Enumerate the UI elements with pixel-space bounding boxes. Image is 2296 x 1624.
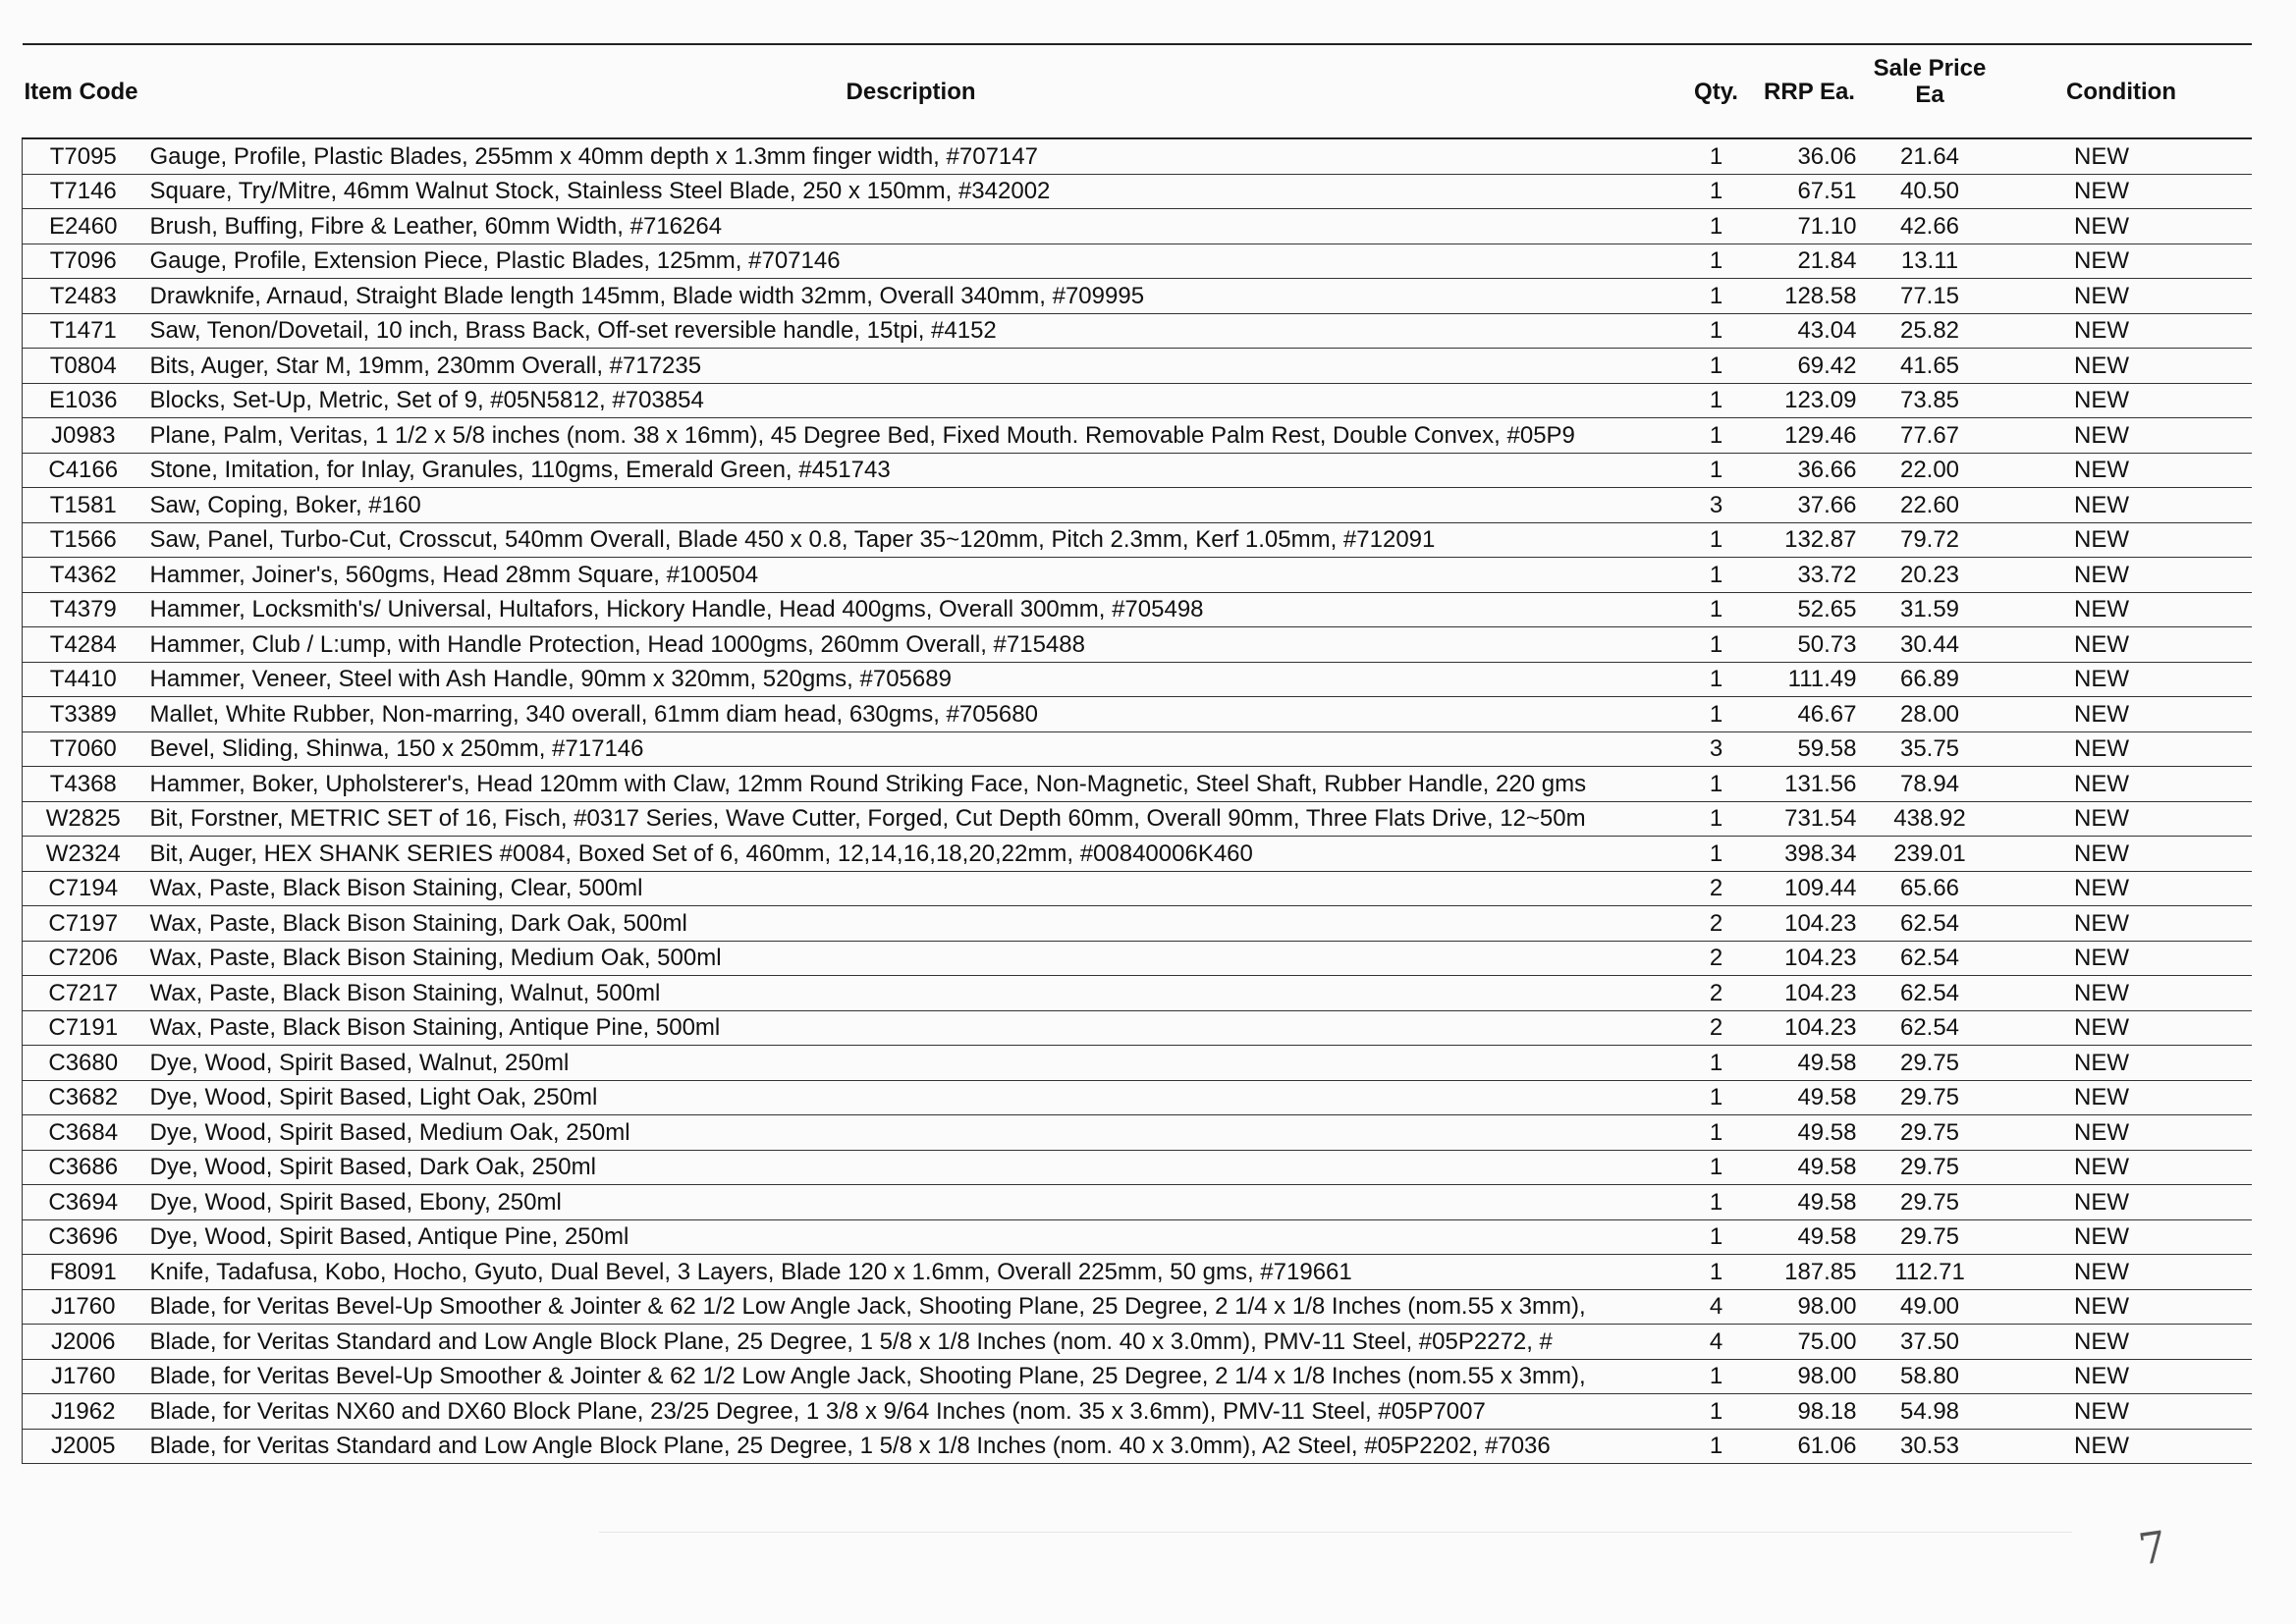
rrp-cell: 71.10 <box>1751 209 1869 244</box>
item-code-cell: W2324 <box>23 837 140 872</box>
rrp-cell: 104.23 <box>1751 976 1869 1011</box>
item-code-cell: T4368 <box>23 767 140 802</box>
description-cell: Blade, for Veritas Standard and Low Angle Block Plane, 25 Degree, 1 5/8 x 1/8 Inches (nom. 40 x 3.0mm), PMV-11 Steel, #05P2272, # <box>140 1325 1682 1360</box>
description-cell: Hammer, Joiner's, 560gms, Head 28mm Square, #100504 <box>140 558 1682 593</box>
qty-cell: 3 <box>1682 731 1751 767</box>
item-code-cell: C3682 <box>23 1080 140 1115</box>
rrp-cell: 132.87 <box>1751 522 1869 558</box>
sale-price-cell: 29.75 <box>1869 1115 1992 1151</box>
description-cell: Bit, Auger, HEX SHANK SERIES #0084, Boxed Set of 6, 460mm, 12,14,16,18,20,22mm, #00840006K460 <box>140 837 1682 872</box>
item-code-cell: T7095 <box>23 138 140 174</box>
qty-cell: 1 <box>1682 1394 1751 1430</box>
condition-cell: NEW <box>1992 837 2252 872</box>
sale-price-cell: 37.50 <box>1869 1325 1992 1360</box>
item-code-cell: J1962 <box>23 1394 140 1430</box>
rrp-cell: 111.49 <box>1751 662 1869 697</box>
condition-cell: NEW <box>1992 488 2252 523</box>
condition-cell: NEW <box>1992 244 2252 279</box>
item-code-cell: T7096 <box>23 244 140 279</box>
table-row <box>23 138 2252 174</box>
condition-cell: NEW <box>1992 418 2252 454</box>
qty-cell: 1 <box>1682 1080 1751 1115</box>
rrp-cell: 37.66 <box>1751 488 1869 523</box>
table-row <box>23 174 2252 209</box>
table-row <box>23 1010 2252 1046</box>
rrp-cell: 104.23 <box>1751 906 1869 942</box>
table-row <box>23 592 2252 627</box>
description-cell: Knife, Tadafusa, Kobo, Hocho, Gyuto, Dual Bevel, 3 Layers, Blade 120 x 1.6mm, Overall 225mm, 50 gms, #719661 <box>140 1255 1682 1290</box>
condition-cell: NEW <box>1992 279 2252 314</box>
table-row <box>23 976 2252 1011</box>
condition-cell: NEW <box>1992 662 2252 697</box>
table-row <box>23 627 2252 663</box>
rrp-cell: 49.58 <box>1751 1219 1869 1255</box>
item-code-cell: J2006 <box>23 1325 140 1360</box>
sale-price-cell: 29.75 <box>1869 1046 1992 1081</box>
table-row <box>23 1394 2252 1430</box>
sale-price-cell: 28.00 <box>1869 697 1992 732</box>
header-qty: Qty. <box>1682 44 1751 138</box>
qty-cell: 1 <box>1682 662 1751 697</box>
qty-cell: 4 <box>1682 1289 1751 1325</box>
condition-cell: NEW <box>1992 1115 2252 1151</box>
qty-cell: 1 <box>1682 837 1751 872</box>
table-row <box>23 1325 2252 1360</box>
rrp-cell: 75.00 <box>1751 1325 1869 1360</box>
description-cell: Wax, Paste, Black Bison Staining, Walnut, 500ml <box>140 976 1682 1011</box>
qty-cell: 1 <box>1682 1429 1751 1464</box>
table-row <box>23 418 2252 454</box>
table-header-row <box>23 44 2252 138</box>
table-row <box>23 209 2252 244</box>
sale-price-cell: 22.00 <box>1869 453 1992 488</box>
rrp-cell: 33.72 <box>1751 558 1869 593</box>
item-code-cell: E2460 <box>23 209 140 244</box>
sale-price-cell: 40.50 <box>1869 174 1992 209</box>
item-code-cell: E1036 <box>23 383 140 418</box>
sale-price-cell: 42.66 <box>1869 209 1992 244</box>
condition-cell: NEW <box>1992 1255 2252 1290</box>
item-code-cell: C3684 <box>23 1115 140 1151</box>
item-code-cell: C7197 <box>23 906 140 942</box>
items-table <box>22 43 2252 1464</box>
description-cell: Bit, Forstner, METRIC SET of 16, Fisch, #0317 Series, Wave Cutter, Forged, Cut Depth 60mm, Overall 90mm, Three Flats Drive, 12~50m <box>140 801 1682 837</box>
header-rrp: RRP Ea. <box>1751 44 1869 138</box>
table-row <box>23 1150 2252 1185</box>
item-code-cell: J1760 <box>23 1359 140 1394</box>
table-row <box>23 453 2252 488</box>
sale-price-cell: 54.98 <box>1869 1394 1992 1430</box>
condition-cell: NEW <box>1992 1185 2252 1220</box>
condition-cell: NEW <box>1992 1325 2252 1360</box>
condition-cell: NEW <box>1992 801 2252 837</box>
condition-cell: NEW <box>1992 383 2252 418</box>
condition-cell: NEW <box>1992 627 2252 663</box>
table-row <box>23 1185 2252 1220</box>
description-cell: Wax, Paste, Black Bison Staining, Clear, 500ml <box>140 871 1682 906</box>
table-row <box>23 1115 2252 1151</box>
condition-cell: NEW <box>1992 453 2252 488</box>
description-cell: Dye, Wood, Spirit Based, Medium Oak, 250ml <box>140 1115 1682 1151</box>
item-code-cell: T4284 <box>23 627 140 663</box>
item-code-cell: T1581 <box>23 488 140 523</box>
condition-cell: NEW <box>1992 138 2252 174</box>
rrp-cell: 49.58 <box>1751 1080 1869 1115</box>
table-row <box>23 871 2252 906</box>
description-cell: Bevel, Sliding, Shinwa, 150 x 250mm, #717146 <box>140 731 1682 767</box>
qty-cell: 1 <box>1682 418 1751 454</box>
table-row <box>23 349 2252 384</box>
description-cell: Plane, Palm, Veritas, 1 1/2 x 5/8 inches (nom. 38 x 16mm), 45 Degree Bed, Fixed Mouth. Removable Palm Rest, Double Convex, #05P9 <box>140 418 1682 454</box>
item-code-cell: C3686 <box>23 1150 140 1185</box>
sale-price-cell: 13.11 <box>1869 244 1992 279</box>
item-code-cell: C4166 <box>23 453 140 488</box>
sale-price-cell: 239.01 <box>1869 837 1992 872</box>
description-cell: Wax, Paste, Black Bison Staining, Medium Oak, 500ml <box>140 941 1682 976</box>
qty-cell: 1 <box>1682 349 1751 384</box>
qty-cell: 1 <box>1682 558 1751 593</box>
table-row <box>23 662 2252 697</box>
rrp-cell: 98.00 <box>1751 1289 1869 1325</box>
description-cell: Hammer, Veneer, Steel with Ash Handle, 90mm x 320mm, 520gms, #705689 <box>140 662 1682 697</box>
table-row <box>23 837 2252 872</box>
rrp-cell: 36.06 <box>1751 138 1869 174</box>
item-code-cell: T2483 <box>23 279 140 314</box>
sale-price-cell: 77.15 <box>1869 279 1992 314</box>
item-code-cell: C3694 <box>23 1185 140 1220</box>
description-cell: Stone, Imitation, for Inlay, Granules, 110gms, Emerald Green, #451743 <box>140 453 1682 488</box>
item-code-cell: T3389 <box>23 697 140 732</box>
sale-price-cell: 29.75 <box>1869 1185 1992 1220</box>
qty-cell: 2 <box>1682 941 1751 976</box>
sale-price-cell: 49.00 <box>1869 1289 1992 1325</box>
description-cell: Blade, for Veritas Standard and Low Angle Block Plane, 25 Degree, 1 5/8 x 1/8 Inches (nom. 40 x 3.0mm), A2 Steel, #05P2202, #7036 <box>140 1429 1682 1464</box>
rrp-cell: 131.56 <box>1751 767 1869 802</box>
sale-price-cell: 25.82 <box>1869 313 1992 349</box>
description-cell: Saw, Coping, Boker, #160 <box>140 488 1682 523</box>
sale-price-cell: 41.65 <box>1869 349 1992 384</box>
rrp-cell: 49.58 <box>1751 1150 1869 1185</box>
item-code-cell: T4362 <box>23 558 140 593</box>
condition-cell: NEW <box>1992 731 2252 767</box>
sale-price-cell: 20.23 <box>1869 558 1992 593</box>
rrp-cell: 109.44 <box>1751 871 1869 906</box>
rrp-cell: 46.67 <box>1751 697 1869 732</box>
handwritten-page-number: 7 <box>2135 1522 2170 1576</box>
item-code-cell: T4379 <box>23 592 140 627</box>
rrp-cell: 52.65 <box>1751 592 1869 627</box>
qty-cell: 1 <box>1682 1255 1751 1290</box>
rrp-cell: 731.54 <box>1751 801 1869 837</box>
description-cell: Bits, Auger, Star M, 19mm, 230mm Overall, #717235 <box>140 349 1682 384</box>
item-code-cell: J2005 <box>23 1429 140 1464</box>
qty-cell: 1 <box>1682 1150 1751 1185</box>
item-code-cell: F8091 <box>23 1255 140 1290</box>
description-cell: Blade, for Veritas Bevel-Up Smoother & Jointer & 62 1/2 Low Angle Jack, Shooting Plane, 25 Degree, 2 1/4 x 1/8 Inches (nom.55 x 3mm), <box>140 1359 1682 1394</box>
description-cell: Gauge, Profile, Extension Piece, Plastic Blades, 125mm, #707146 <box>140 244 1682 279</box>
table-row <box>23 1289 2252 1325</box>
rrp-cell: 187.85 <box>1751 1255 1869 1290</box>
rrp-cell: 128.58 <box>1751 279 1869 314</box>
rrp-cell: 104.23 <box>1751 941 1869 976</box>
description-cell: Wax, Paste, Black Bison Staining, Dark Oak, 500ml <box>140 906 1682 942</box>
description-cell: Hammer, Locksmith's/ Universal, Hultafors, Hickory Handle, Head 400gms, Overall 300mm, #705498 <box>140 592 1682 627</box>
qty-cell: 1 <box>1682 767 1751 802</box>
qty-cell: 2 <box>1682 1010 1751 1046</box>
sale-price-cell: 62.54 <box>1869 976 1992 1011</box>
condition-cell: NEW <box>1992 1080 2252 1115</box>
sale-price-cell: 30.53 <box>1869 1429 1992 1464</box>
table-row <box>23 488 2252 523</box>
table-row <box>23 906 2252 942</box>
description-cell: Brush, Buffing, Fibre & Leather, 60mm Width, #716264 <box>140 209 1682 244</box>
qty-cell: 1 <box>1682 138 1751 174</box>
header-sale-price: Sale Price Ea <box>1869 44 1992 138</box>
sale-price-cell: 35.75 <box>1869 731 1992 767</box>
table-row <box>23 1359 2252 1394</box>
qty-cell: 1 <box>1682 453 1751 488</box>
item-code-cell: C7194 <box>23 871 140 906</box>
qty-cell: 1 <box>1682 313 1751 349</box>
sale-price-cell: 77.67 <box>1869 418 1992 454</box>
description-cell: Dye, Wood, Spirit Based, Ebony, 250ml <box>140 1185 1682 1220</box>
rrp-cell: 21.84 <box>1751 244 1869 279</box>
description-cell: Dye, Wood, Spirit Based, Dark Oak, 250ml <box>140 1150 1682 1185</box>
sale-price-cell: 31.59 <box>1869 592 1992 627</box>
table-row <box>23 697 2252 732</box>
condition-cell: NEW <box>1992 697 2252 732</box>
qty-cell: 2 <box>1682 906 1751 942</box>
rrp-cell: 43.04 <box>1751 313 1869 349</box>
rrp-cell: 98.00 <box>1751 1359 1869 1394</box>
qty-cell: 2 <box>1682 976 1751 1011</box>
condition-cell: NEW <box>1992 1219 2252 1255</box>
rrp-cell: 50.73 <box>1751 627 1869 663</box>
item-code-cell: C3696 <box>23 1219 140 1255</box>
sale-price-cell: 112.71 <box>1869 1255 1992 1290</box>
table-row <box>23 522 2252 558</box>
description-cell: Blade, for Veritas NX60 and DX60 Block Plane, 23/25 Degree, 1 3/8 x 9/64 Inches (nom. 35 x 3.6mm), PMV-11 Steel, #05P7007 <box>140 1394 1682 1430</box>
qty-cell: 1 <box>1682 801 1751 837</box>
rrp-cell: 59.58 <box>1751 731 1869 767</box>
table-row <box>23 383 2252 418</box>
condition-cell: NEW <box>1992 1010 2252 1046</box>
description-cell: Dye, Wood, Spirit Based, Antique Pine, 250ml <box>140 1219 1682 1255</box>
description-cell: Saw, Panel, Turbo-Cut, Crosscut, 540mm Overall, Blade 450 x 0.8, Taper 35~120mm, Pitch 2.3mm, Kerf 1.05mm, #712091 <box>140 522 1682 558</box>
rrp-cell: 61.06 <box>1751 1429 1869 1464</box>
qty-cell: 4 <box>1682 1325 1751 1360</box>
qty-cell: 1 <box>1682 1219 1751 1255</box>
item-code-cell: T0804 <box>23 349 140 384</box>
condition-cell: NEW <box>1992 1046 2252 1081</box>
table-row <box>23 767 2252 802</box>
table-row <box>23 731 2252 767</box>
description-cell: Mallet, White Rubber, Non-marring, 340 overall, 61mm diam head, 630gms, #705680 <box>140 697 1682 732</box>
rrp-cell: 98.18 <box>1751 1394 1869 1430</box>
sale-price-cell: 21.64 <box>1869 138 1992 174</box>
qty-cell: 1 <box>1682 1115 1751 1151</box>
header-condition: Condition <box>1992 44 2252 138</box>
qty-cell: 1 <box>1682 209 1751 244</box>
condition-cell: NEW <box>1992 522 2252 558</box>
table-row <box>23 801 2252 837</box>
description-cell: Square, Try/Mitre, 46mm Walnut Stock, Stainless Steel Blade, 250 x 150mm, #342002 <box>140 174 1682 209</box>
qty-cell: 1 <box>1682 1046 1751 1081</box>
rrp-cell: 398.34 <box>1751 837 1869 872</box>
qty-cell: 1 <box>1682 1185 1751 1220</box>
item-code-cell: T1566 <box>23 522 140 558</box>
sale-price-cell: 29.75 <box>1869 1150 1992 1185</box>
sale-price-cell: 62.54 <box>1869 1010 1992 1046</box>
condition-cell: NEW <box>1992 1429 2252 1464</box>
table-row <box>23 244 2252 279</box>
condition-cell: NEW <box>1992 1289 2252 1325</box>
table-row <box>23 1080 2252 1115</box>
sale-price-cell: 73.85 <box>1869 383 1992 418</box>
condition-cell: NEW <box>1992 313 2252 349</box>
condition-cell: NEW <box>1992 209 2252 244</box>
condition-cell: NEW <box>1992 767 2252 802</box>
rrp-cell: 123.09 <box>1751 383 1869 418</box>
qty-cell: 1 <box>1682 279 1751 314</box>
qty-cell: 1 <box>1682 174 1751 209</box>
table-row <box>23 279 2252 314</box>
item-code-cell: W2825 <box>23 801 140 837</box>
sale-price-cell: 22.60 <box>1869 488 1992 523</box>
sale-price-cell: 78.94 <box>1869 767 1992 802</box>
item-code-cell: C7206 <box>23 941 140 976</box>
sale-price-cell: 66.89 <box>1869 662 1992 697</box>
item-code-cell: T4410 <box>23 662 140 697</box>
condition-cell: NEW <box>1992 1359 2252 1394</box>
condition-cell: NEW <box>1992 558 2252 593</box>
description-cell: Blade, for Veritas Bevel-Up Smoother & Jointer & 62 1/2 Low Angle Jack, Shooting Plane, 25 Degree, 2 1/4 x 1/8 Inches (nom.55 x 3mm), <box>140 1289 1682 1325</box>
qty-cell: 1 <box>1682 627 1751 663</box>
qty-cell: 3 <box>1682 488 1751 523</box>
condition-cell: NEW <box>1992 592 2252 627</box>
condition-cell: NEW <box>1992 871 2252 906</box>
item-code-cell: T7060 <box>23 731 140 767</box>
condition-cell: NEW <box>1992 906 2252 942</box>
rrp-cell: 49.58 <box>1751 1115 1869 1151</box>
item-code-cell: T7146 <box>23 174 140 209</box>
condition-cell: NEW <box>1992 1394 2252 1430</box>
rrp-cell: 49.58 <box>1751 1185 1869 1220</box>
sale-price-cell: 79.72 <box>1869 522 1992 558</box>
qty-cell: 1 <box>1682 1359 1751 1394</box>
table-body <box>23 138 2252 1464</box>
description-cell: Gauge, Profile, Plastic Blades, 255mm x 40mm depth x 1.3mm finger width, #707147 <box>140 138 1682 174</box>
description-cell: Hammer, Club / L:ump, with Handle Protection, Head 1000gms, 260mm Overall, #715488 <box>140 627 1682 663</box>
table-row <box>23 941 2252 976</box>
description-cell: Saw, Tenon/Dovetail, 10 inch, Brass Back, Off-set reversible handle, 15tpi, #4152 <box>140 313 1682 349</box>
condition-cell: NEW <box>1992 976 2252 1011</box>
sale-price-cell: 29.75 <box>1869 1219 1992 1255</box>
sale-price-cell: 65.66 <box>1869 871 1992 906</box>
item-code-cell: J1760 <box>23 1289 140 1325</box>
rrp-cell: 104.23 <box>1751 1010 1869 1046</box>
qty-cell: 1 <box>1682 522 1751 558</box>
qty-cell: 1 <box>1682 697 1751 732</box>
sale-price-cell: 438.92 <box>1869 801 1992 837</box>
description-cell: Wax, Paste, Black Bison Staining, Antique Pine, 500ml <box>140 1010 1682 1046</box>
condition-cell: NEW <box>1992 1150 2252 1185</box>
item-code-cell: C7191 <box>23 1010 140 1046</box>
sale-price-cell: 30.44 <box>1869 627 1992 663</box>
rrp-cell: 129.46 <box>1751 418 1869 454</box>
sale-price-cell: 62.54 <box>1869 941 1992 976</box>
item-code-cell: C3680 <box>23 1046 140 1081</box>
qty-cell: 2 <box>1682 871 1751 906</box>
condition-cell: NEW <box>1992 941 2252 976</box>
condition-cell: NEW <box>1992 349 2252 384</box>
item-code-cell: C7217 <box>23 976 140 1011</box>
description-cell: Dye, Wood, Spirit Based, Walnut, 250ml <box>140 1046 1682 1081</box>
condition-cell: NEW <box>1992 174 2252 209</box>
table-row <box>23 1429 2252 1464</box>
header-item-code: Item Code <box>23 44 140 138</box>
qty-cell: 1 <box>1682 592 1751 627</box>
rrp-cell: 69.42 <box>1751 349 1869 384</box>
description-cell: Dye, Wood, Spirit Based, Light Oak, 250ml <box>140 1080 1682 1115</box>
sale-price-cell: 29.75 <box>1869 1080 1992 1115</box>
header-description: Description <box>140 44 1682 138</box>
table-row <box>23 558 2252 593</box>
description-cell: Blocks, Set-Up, Metric, Set of 9, #05N5812, #703854 <box>140 383 1682 418</box>
table-row <box>23 1255 2252 1290</box>
table-row <box>23 313 2252 349</box>
item-code-cell: J0983 <box>23 418 140 454</box>
description-cell: Drawknife, Arnaud, Straight Blade length 145mm, Blade width 32mm, Overall 340mm, #709995 <box>140 279 1682 314</box>
rrp-cell: 36.66 <box>1751 453 1869 488</box>
sale-price-cell: 58.80 <box>1869 1359 1992 1394</box>
scan-artifact-line <box>599 1532 2072 1533</box>
table-row <box>23 1219 2252 1255</box>
rrp-cell: 67.51 <box>1751 174 1869 209</box>
sale-price-cell: 62.54 <box>1869 906 1992 942</box>
item-code-cell: T1471 <box>23 313 140 349</box>
table-row <box>23 1046 2252 1081</box>
qty-cell: 1 <box>1682 383 1751 418</box>
description-cell: Hammer, Boker, Upholsterer's, Head 120mm with Claw, 12mm Round Striking Face, Non-Magnetic, Steel Shaft, Rubber Handle, 220 gms <box>140 767 1682 802</box>
rrp-cell: 49.58 <box>1751 1046 1869 1081</box>
qty-cell: 1 <box>1682 244 1751 279</box>
